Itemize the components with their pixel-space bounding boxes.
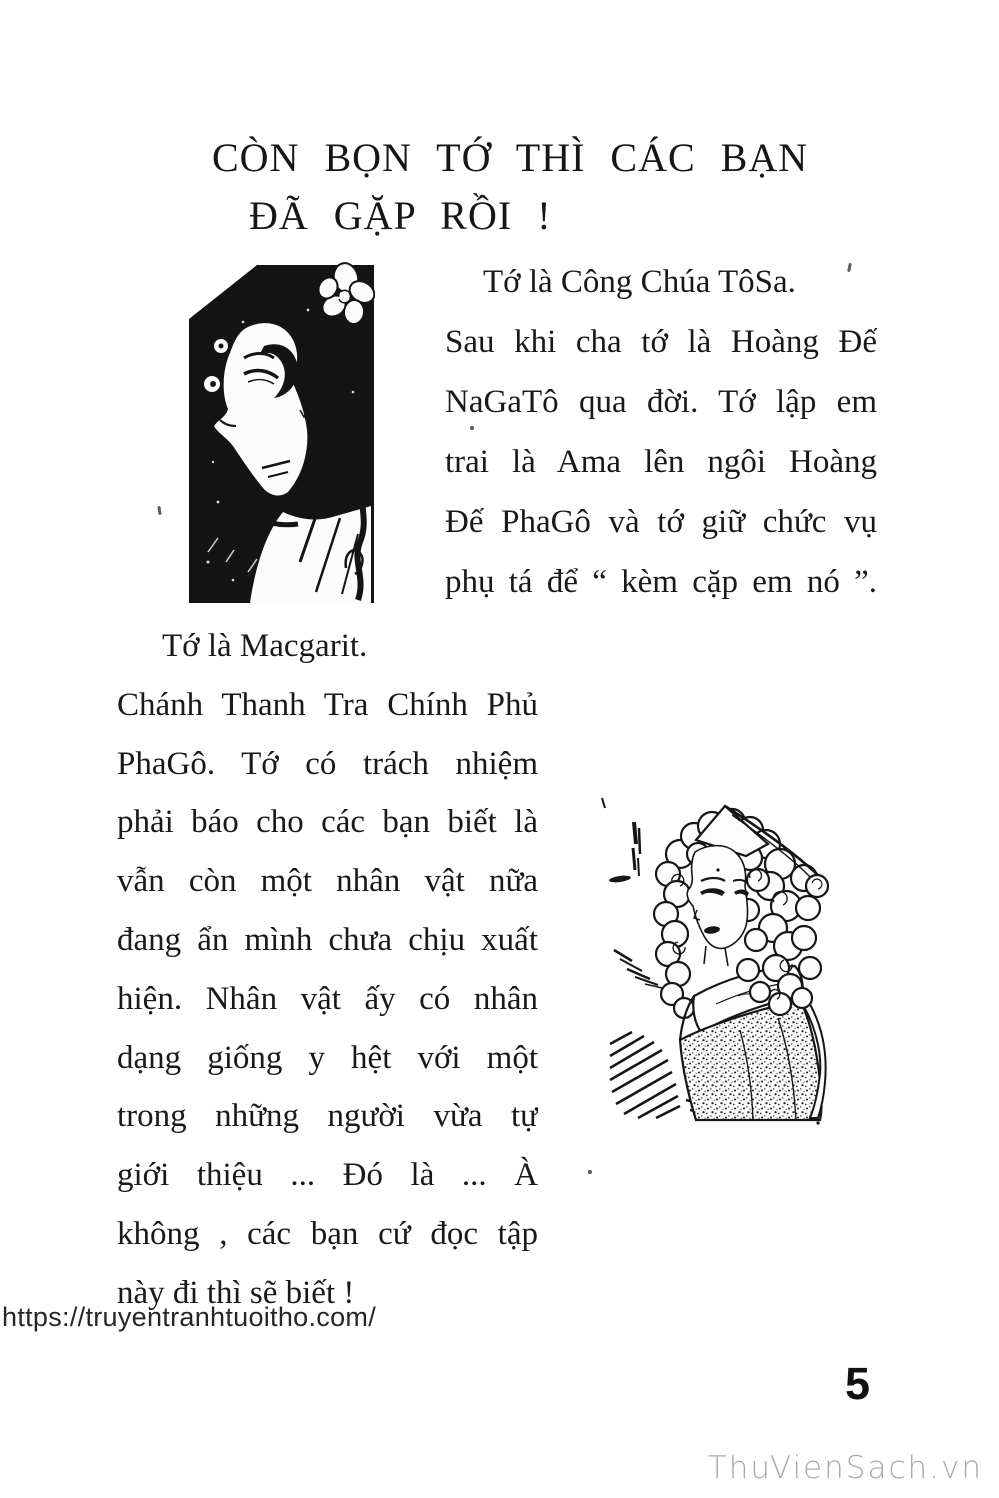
paragraph-line: NaGaTô qua đời. Tớ lập em — [445, 384, 877, 420]
paragraph-line: Chánh Thanh Tra Chính Phủ — [117, 686, 538, 723]
page-title-line-1: CÒN BỌN TỚ THÌ CÁC BẠN — [212, 135, 809, 180]
paragraph-line: đang ẩn mình chưa chịu xuất — [117, 921, 538, 958]
macgarit-illustration — [598, 782, 988, 1127]
paragraph-line: Đế PhaGô và tớ giữ chức vụ — [445, 504, 877, 540]
source-url-watermark: https://truyentranhtuoitho.com/ — [2, 1302, 376, 1332]
paragraph-line: phụ tá để “ kèm cặp em nó ”. — [445, 564, 877, 600]
thuviensach-watermark: ThuVienSach.vn — [707, 1450, 983, 1486]
macgarit-portrait-art — [598, 782, 988, 1127]
macgarit-speech-paragraph — [117, 617, 538, 1323]
paragraph-line: Tớ là Macgarit. — [162, 628, 368, 664]
paragraph-line: Tớ là Công Chúa TôSa. — [483, 264, 796, 300]
paragraph-line: trong những người vừa tự — [117, 1098, 538, 1135]
page-number: 5 — [845, 1358, 871, 1409]
scan-speck — [470, 426, 474, 430]
paragraph-line: PhaGô. Tớ có trách nhiệm — [117, 745, 538, 782]
paragraph-line: dạng giống y hệt với một — [117, 1039, 538, 1076]
tosa-illustration — [188, 262, 375, 605]
paragraph-line: giới thiệu ... Đó là ... À — [117, 1157, 538, 1194]
scan-speck — [588, 1170, 592, 1174]
paragraph-line: hiện. Nhân vật ấy có nhân — [117, 980, 538, 1017]
scan-speck — [157, 506, 161, 515]
paragraph-line: phải báo cho các bạn biết là — [117, 804, 538, 841]
paragraph-line: không , các bạn cứ đọc tập — [117, 1215, 538, 1252]
page-title-line-2: ĐÃ GẶP RỒI ! — [249, 193, 552, 238]
tosa-portrait-art — [188, 262, 375, 605]
paragraph-line: trai là Ama lên ngôi Hoàng — [445, 444, 877, 480]
paragraph-line: này đi thì sẽ biết ! — [117, 1274, 355, 1311]
paragraph-line: vẫn còn một nhân vật nữa — [117, 863, 538, 900]
paragraph-line: Sau khi cha tớ là Hoàng Đế — [445, 324, 877, 360]
tosa-speech-paragraph — [445, 252, 877, 612]
